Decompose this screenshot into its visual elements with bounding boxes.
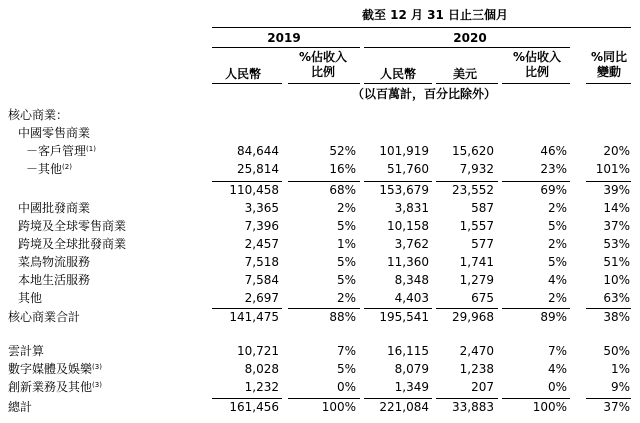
cell-pct-2019: 5% bbox=[336, 362, 356, 376]
row-label: 本地生活服務 bbox=[18, 273, 91, 287]
period-underline bbox=[212, 27, 631, 28]
row-label: 跨境及全球批發商業 bbox=[18, 237, 127, 251]
cell-usd-2020: 2,470 bbox=[459, 344, 494, 358]
cell-usd-2020: 15,620 bbox=[452, 144, 494, 158]
row-label: 核心商業合計 bbox=[8, 310, 81, 324]
cell-rmb-2019: 8,028 bbox=[244, 362, 279, 376]
core-total-rule-usd-2020 bbox=[436, 308, 498, 309]
cell-usd-2020: 577 bbox=[471, 237, 494, 251]
cell-yoy: 37% bbox=[603, 219, 630, 233]
cell-pct-2019: 5% bbox=[336, 219, 356, 233]
row-label: 數字媒體及娛樂$^{(3)}$ bbox=[8, 362, 102, 376]
cell-pct-2019: 16% bbox=[329, 162, 356, 176]
cell-rmb-2019: 84,644 bbox=[237, 144, 279, 158]
cell-pct-2020: 5% bbox=[547, 219, 567, 233]
footnote-marker: (2) bbox=[62, 163, 72, 171]
cell-pct-2020: 2% bbox=[547, 201, 567, 215]
cell-rmb-2019: 7,518 bbox=[244, 255, 279, 269]
row-label: 其他 bbox=[18, 291, 43, 305]
col-rmb-2019: 人民幣 bbox=[224, 67, 262, 81]
cell-yoy: 63% bbox=[603, 291, 630, 305]
unit-note: （以百萬計，百分比除外） bbox=[351, 87, 497, 101]
cell-rmb-2019: 141,475 bbox=[229, 310, 279, 324]
cell-pct-2019: 68% bbox=[329, 183, 356, 197]
core-total-rule-rmb-2020 bbox=[364, 308, 432, 309]
cell-pct-2020: 23% bbox=[540, 162, 567, 176]
cell-usd-2020: 1,741 bbox=[459, 255, 494, 269]
period-title: 截至 12 月 31 日止三個月 bbox=[361, 8, 509, 22]
cell-usd-2020: 1,279 bbox=[459, 273, 494, 287]
cell-rmb-2020: 101,919 bbox=[379, 144, 429, 158]
cell-rmb-2020: 1,349 bbox=[394, 380, 429, 394]
row-label: 跨境及全球零售商業 bbox=[18, 219, 127, 233]
cell-pct-2019: 88% bbox=[329, 310, 356, 324]
cell-pct-2019: 52% bbox=[329, 144, 356, 158]
cell-rmb-2020: 153,679 bbox=[379, 183, 429, 197]
cell-rmb-2020: 11,360 bbox=[387, 255, 429, 269]
footnote-marker: (3) bbox=[92, 381, 102, 389]
row-label: 核心商業： bbox=[8, 108, 69, 122]
cell-yoy: 9% bbox=[610, 380, 630, 394]
core-total-rule-pct-2019 bbox=[288, 308, 360, 309]
row-label: －客戶管理$^{(1)}$ bbox=[26, 144, 96, 158]
col-pct-2020-l1: %佔收入 bbox=[512, 50, 562, 64]
cell-pct-2020: 46% bbox=[540, 144, 567, 158]
core-total-rule-pct-2020 bbox=[502, 308, 570, 309]
cell-pct-2019: 1% bbox=[336, 237, 356, 251]
cell-rmb-2020: 3,831 bbox=[394, 201, 429, 215]
col-yoy-l1: %同比 bbox=[590, 50, 628, 64]
cell-rmb-2019: 7,396 bbox=[244, 219, 279, 233]
subtotal-rule-rmb-2019 bbox=[212, 181, 282, 182]
grand-total-rule-yoy bbox=[586, 398, 631, 399]
footnote-marker: (1) bbox=[86, 145, 96, 153]
row-label: 創新業務及其他$^{(3)}$ bbox=[8, 380, 102, 394]
cell-pct-2020: 69% bbox=[540, 183, 567, 197]
col-rmb-2020: 人民幣 bbox=[379, 67, 417, 81]
cell-rmb-2020: 195,541 bbox=[379, 310, 429, 324]
cell-yoy: 20% bbox=[603, 144, 630, 158]
subtotal-rule-pct-2020 bbox=[502, 181, 570, 182]
cell-yoy: 50% bbox=[603, 344, 630, 358]
cell-rmb-2019: 1,232 bbox=[244, 380, 279, 394]
col-pct-2019-l1: %佔收入 bbox=[298, 50, 348, 64]
col-usd-2020-underline bbox=[436, 83, 498, 84]
subtotal-rule-pct-2019 bbox=[288, 181, 360, 182]
cell-pct-2019: 5% bbox=[336, 273, 356, 287]
row-label: 菜鳥物流服務 bbox=[18, 255, 91, 269]
cell-pct-2020: 0% bbox=[547, 380, 567, 394]
cell-usd-2020: 207 bbox=[471, 380, 494, 394]
cell-yoy: 38% bbox=[603, 310, 630, 324]
cell-yoy: 39% bbox=[603, 183, 630, 197]
cell-pct-2019: 2% bbox=[336, 201, 356, 215]
grand-total-rule-pct-2020 bbox=[502, 398, 570, 399]
cell-yoy: 10% bbox=[603, 273, 630, 287]
cell-pct-2020: 4% bbox=[547, 362, 567, 376]
cell-pct-2019: 2% bbox=[336, 291, 356, 305]
cell-rmb-2020: 3,762 bbox=[394, 237, 429, 251]
cell-rmb-2020: 10,158 bbox=[387, 219, 429, 233]
cell-usd-2020: 1,238 bbox=[459, 362, 494, 376]
row-label: －其他$^{(2)}$ bbox=[26, 162, 72, 176]
col-pct-2020-underline bbox=[502, 83, 570, 84]
cell-yoy: 14% bbox=[603, 201, 630, 215]
row-label: 中國零售商業 bbox=[18, 126, 91, 140]
cell-usd-2020: 675 bbox=[471, 291, 494, 305]
cell-rmb-2020: 51,760 bbox=[387, 162, 429, 176]
col-rmb-2019-underline bbox=[212, 83, 282, 84]
cell-rmb-2019: 2,697 bbox=[244, 291, 279, 305]
cell-rmb-2020: 8,348 bbox=[394, 273, 429, 287]
cell-pct-2020: 89% bbox=[540, 310, 567, 324]
year-2020-label: 2020 bbox=[453, 31, 487, 45]
grand-total-rule-pct-2019 bbox=[288, 398, 360, 399]
year-2019-underline bbox=[212, 47, 360, 48]
cell-usd-2020: 1,557 bbox=[459, 219, 494, 233]
cell-yoy: 53% bbox=[603, 237, 630, 251]
cell-pct-2019: 100% bbox=[321, 400, 356, 414]
cell-rmb-2019: 161,456 bbox=[229, 400, 279, 414]
cell-rmb-2019: 110,458 bbox=[229, 183, 279, 197]
cell-pct-2019: 7% bbox=[336, 344, 356, 358]
cell-rmb-2020: 221,084 bbox=[379, 400, 429, 414]
cell-yoy: 1% bbox=[610, 362, 630, 376]
cell-usd-2020: 587 bbox=[471, 201, 494, 215]
cell-rmb-2019: 10,721 bbox=[237, 344, 279, 358]
col-pct-2020-l2: 比例 bbox=[524, 65, 550, 79]
col-yoy-underline bbox=[586, 83, 631, 84]
subtotal-rule-usd-2020 bbox=[436, 181, 498, 182]
footnote-marker: (3) bbox=[92, 363, 102, 371]
cell-yoy: 37% bbox=[603, 400, 630, 414]
year-2020-underline bbox=[364, 47, 570, 48]
cell-pct-2020: 7% bbox=[547, 344, 567, 358]
cell-usd-2020: 23,552 bbox=[452, 183, 494, 197]
cell-rmb-2019: 7,584 bbox=[244, 273, 279, 287]
grand-total-rule-usd-2020 bbox=[436, 398, 498, 399]
core-total-rule-rmb-2019 bbox=[212, 308, 282, 309]
row-label: 總計 bbox=[8, 400, 33, 414]
cell-rmb-2020: 16,115 bbox=[387, 344, 429, 358]
subtotal-rule-yoy bbox=[586, 181, 631, 182]
grand-total-rule-rmb-2020 bbox=[364, 398, 432, 399]
col-pct-2019-underline bbox=[288, 83, 360, 84]
cell-rmb-2019: 2,457 bbox=[244, 237, 279, 251]
cell-usd-2020: 29,968 bbox=[452, 310, 494, 324]
cell-pct-2020: 100% bbox=[532, 400, 567, 414]
cell-rmb-2019: 3,365 bbox=[244, 201, 279, 215]
cell-usd-2020: 33,883 bbox=[452, 400, 494, 414]
col-yoy-l2: 變動 bbox=[596, 65, 622, 79]
cell-rmb-2020: 8,079 bbox=[394, 362, 429, 376]
cell-pct-2020: 2% bbox=[547, 291, 567, 305]
cell-usd-2020: 7,932 bbox=[459, 162, 494, 176]
cell-rmb-2019: 25,814 bbox=[237, 162, 279, 176]
row-label: 雲計算 bbox=[8, 344, 45, 358]
cell-pct-2020: 2% bbox=[547, 237, 567, 251]
col-pct-2019-l2: 比例 bbox=[310, 65, 336, 79]
cell-yoy: 101% bbox=[595, 162, 630, 176]
core-total-rule-yoy bbox=[586, 308, 631, 309]
cell-pct-2019: 5% bbox=[336, 255, 356, 269]
cell-pct-2019: 0% bbox=[336, 380, 356, 394]
subtotal-rule-rmb-2020 bbox=[364, 181, 432, 182]
grand-total-rule-rmb-2019 bbox=[212, 398, 282, 399]
cell-pct-2020: 5% bbox=[547, 255, 567, 269]
col-usd-2020: 美元 bbox=[452, 67, 478, 81]
cell-rmb-2020: 4,403 bbox=[394, 291, 429, 305]
year-2019-label: 2019 bbox=[267, 31, 301, 45]
col-rmb-2020-underline bbox=[364, 83, 432, 84]
row-label: 中國批發商業 bbox=[18, 201, 91, 215]
cell-yoy: 51% bbox=[603, 255, 630, 269]
cell-pct-2020: 4% bbox=[547, 273, 567, 287]
